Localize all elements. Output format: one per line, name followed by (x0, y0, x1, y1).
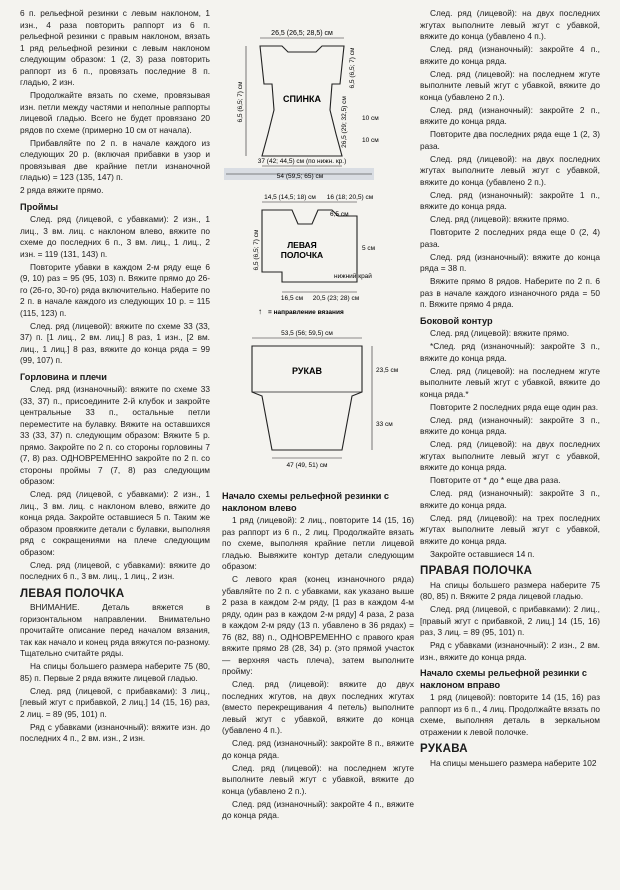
dim-width-top: 26,5 (26,5; 28,5) см (271, 30, 333, 37)
dim-10cm: 10 см (362, 137, 379, 144)
paragraph: След. ряд (изнаночный): закройте 3 п., вяжите до конца ряда. (420, 488, 600, 510)
paragraph: След. ряд (лицевой): на последнем жгуте выполните левый жгут с убавкой, вяжите до конца (убавлено 2 п.). (420, 68, 600, 102)
dim-65: 6,5 см (330, 211, 349, 218)
paragraph: Повторите убавки в каждом 2-м ряду еще 6 (9, 10) раз = 95 (95, 103) п. Вяжите прямо до 26-го (26-го, 30-го) ряда включительно. Наберите по 2 п. в начале каждого из следующих 10 р. = 115 (115, 123) п. (20, 261, 210, 318)
paragraph: 1 ряд (лицевой): 2 лиц., повторите 14 (15, 16) раз раппорт из 6 п., 2 лиц. Продолжайте вязать по схеме, выполняя крайние петли лицевой гладью. Вывяжите контур детали следующим образом: (222, 515, 414, 571)
paragraph: На спицы большего размера наберите 75 (80, 85) п. Первые 2 ряда вяжите лицевой гладью. (20, 661, 210, 683)
dim-width-bottom: 37 (42; 44,5) см (по нижн. кр.) (257, 158, 347, 165)
paragraph: Повторите 2 последних ряда еще 0 (2, 4) раза. (420, 227, 600, 249)
paragraph: След. ряд (лицевой): на последнем жгуте выполните левый жгут с убавкой, вяжите до конца ряда.* (420, 365, 600, 399)
paragraph: След. ряд (лицевой): на двух последних жгутах выполните левый жгут с убавкой, вяжите до конца (убавлено 4 п.). (420, 8, 600, 41)
paragraph: След. ряд (лицевой): на двух последних жгутах выполните левый жгут с убавкой, вяжите до конца (убавлено 2 п.). (420, 153, 600, 187)
paragraph: Вяжите прямо 8 рядов. Наберите по 2 п. 6 раз в начале каждого изнаночного ряда = 50 п. Вяжите прямо 4 ряда. (420, 276, 600, 309)
paragraph: След. ряд (лицевой): вяжите прямо. (430, 214, 570, 224)
dim-shoulder-right: 6,5 (6,5; 7) см (349, 47, 356, 89)
paragraph: След. ряд (изнаночный): закройте 2 п., вяжите до конца ряда. (420, 104, 600, 126)
paragraph: След. ряд (лицевой): вяжите по схеме 33 (33, 37) п. [1 лиц., 2 вм. лиц.] 8 раз, 1 изн., [2 вм. лиц., 1 лиц.] 8 раз, вяжите до конца ряда = 99 (99, 107) п. (20, 320, 210, 365)
paragraph: Продолжайте вязать по схеме, провязывая изн. петли между частями и неполные раппорты лицевой гладью. Всего не будет провязано 20 рядов по схеме (примерно 10 см от начала). (20, 90, 210, 135)
column-middle (222, 486, 414, 823)
dim-width-full: 54 (59,5; 65) см (276, 173, 324, 180)
paragraph: На спицы меньшего размера наберите 102 (430, 757, 597, 768)
edge-label: нижний край (334, 273, 372, 280)
dim-width-bottom: 47 (49, 51) см (286, 462, 328, 469)
paragraph: Ряд с убавками (изнаночный): вяжите изн. до последних 4 п., 2 вм. изн., 2 изн. (20, 721, 210, 743)
sleeve-title: РУКАВ (292, 366, 322, 376)
heading-armholes: Проймы (20, 201, 59, 212)
dim-width-b: 16 (18; 20,5) см (326, 194, 374, 201)
dim-width-top: 53,5 (56; 59,5) см (281, 330, 333, 337)
paragraph: На спицы большего размера наберите 75 (80, 85) п. Вяжите 2 ряда лицевой гладью. (420, 579, 600, 601)
dim-10cm: 10 см (362, 115, 379, 122)
heading-right-front: ПРАВАЯ ПОЛОЧКА (420, 565, 533, 577)
column-right (420, 8, 600, 771)
paragraph: След. ряд (лицевой, с прибавками): 2 лиц., [правый жгут с прибавкой, 2 лиц.] 14 (15, 16) раз, 3 лиц. = 89 (95, 101) п. (420, 604, 600, 637)
heading-side-contour: Боковой контур (420, 315, 493, 326)
paragraph: След. ряд (изнаночный): закройте 8 п., вяжите до конца ряда. (222, 738, 414, 760)
paragraph: След. ряд (изнаночный): закройте 3 п., вяжите до конца ряда. (420, 414, 600, 436)
heading-sleeves: РУКАВА (420, 743, 468, 755)
dim-shoulder-left: 6,5 (6,5; 7) см (237, 81, 244, 123)
paragraph: ВНИМАНИЕ. Деталь вяжется в горизонтальном направлении. Внимательно прочитайте описание перед началом вязания, так как начало и конец ряда вяжутся по-разному. Тщательно считайте ряды. (20, 602, 210, 658)
dim-5cm: 5 см (362, 245, 376, 252)
sleeve-outline (252, 346, 362, 450)
paragraph: След. ряд (лицевой, с убавками): 2 изн., 1 лиц., 3 вм. лиц. с наклоном влево, вяжите до конца ряда. Закройте оставшиеся 5 п. Таким же образом провяжите детали с булавки, выполняя ряд с сокращениями на плече следующим образом: (20, 489, 210, 557)
paragraph: След. ряд (лицевой): на трех последних жгутах выполните левый жгут с убавкой, вяжите до конца ряда. (420, 512, 600, 546)
paragraph: Повторите 2 последних ряда еще один раз. (430, 401, 599, 412)
dim-width-a: 14,5 (14,5; 18) см (264, 194, 316, 201)
heading-left-front: ЛЕВАЯ ПОЛОЧКА (20, 587, 125, 600)
paragraph: След. ряд (изнаночный): закройте 1 п., вяжите до конца ряда. (420, 189, 600, 211)
paragraph: *След. ряд (изнаночный): закройте 3 п., вяжите до конца ряда. (420, 341, 600, 363)
paragraph: 2 ряда вяжите прямо. (20, 185, 104, 195)
dim-width-c: 16,5 см (280, 295, 304, 302)
paragraph: След. ряд (изнаночный): закройте 4 п., вяжите до конца ряда. (420, 44, 600, 66)
paragraph: След. ряд (изнаночный): закройте 4 п., вяжите до конца ряда. (222, 798, 414, 820)
paragraph: След. ряд (лицевой): на последнем жгуте выполните левый жгут с убавкой, вяжите до конца (убавлено 2 п.). (222, 762, 414, 796)
dim-side-height: 26,5 (29; 32,5) см (341, 96, 348, 148)
paragraph: С левого края (конец изнаночного ряда) убавляйте по 2 п. с убавками, как указано выше 2 раза в каждом 2-м ряду, [1 раз в каждом 4-м ряду, один раз в каждом 2-м ряду] 4 раза, 2 раза в каждом 2-м ряду (13 п. убавлено в 36 рядах) = 76 (82, 88) п., ОДНОВРЕМЕННО с правого края вяжите прямо 28 (28, 34) р. (это прямой участок — верхняя часть плеча), затем выполните пройму: (222, 574, 414, 676)
paragraph: След. ряд (лицевой, с убавками): 2 изн., 1 лиц., 3 вм. лиц. с наклоном влево, вяжите по схеме до последних 6 п., 3 вм. лиц., 1 лиц., 2 изн. = 119 (131, 143) п. (20, 214, 210, 259)
heading-neck-shoulders: Горловина и плечи (20, 371, 107, 382)
paragraph: 6 п. рельефной резинки с левым наклоном, 1 изн., 4 раза повторить раппорт из 6 п. рельефной резинки с правым наклоном, вязать 1 ряд рельефной резинки с левым наклоном следующим образом: 1 (2, 3) раза повторить раппорт из 6 п., провязать последние 8 п. гладью, 2 изн. (20, 8, 210, 87)
paragraph: 1 ряд (лицевой): повторите 14 (15, 16) раз раппорт из 6 п., 4 лиц. Продолжайте вязать по схеме, выполняя деталь в зеркальном отражении к левой полочке. (420, 692, 600, 737)
paragraph: След. ряд (изнаночный): вяжите по схеме 33 (33, 37) п., присоедините 2-й клубок и закройте центральные 33 п., остальные петли переместите на булавку. Вяжите на оставшихся 33 (33, 37) п. следующим образом: Вяжите 5 р. прямо. Закройте по 2 п. со стороны горловины 7 (7, 8) раз. ОДНОВРЕМЕННО закройте по 2 п. со стороны проймы 7 (7, 8) раз следующим образом: (20, 384, 210, 486)
left-front-title: ЛЕВАЯ (287, 240, 317, 250)
paragraph: Ряд с убавками (изнаночный): 2 изн., 2 вм. изн., вяжите до конца ряда. (420, 640, 600, 662)
paragraph: След. ряд (лицевой, с прибавками): 3 лиц., [левый жгут с прибавкой, 2 лиц.] 14 (15, 16) раз, 2 лиц. = 89 (95, 101) п. (20, 685, 210, 719)
back-schematic (222, 22, 392, 182)
heading-rib-right: Начало схемы рельефной резинки с наклоном вправо (420, 668, 588, 690)
dim-total: 33 см (376, 421, 393, 428)
arrow-note: = направление вязания (268, 309, 344, 316)
left-front-schematic (222, 190, 412, 320)
dim-width-d: 20,5 (23; 28) см (312, 295, 360, 302)
paragraph: Прибавляйте по 2 п. в начале каждого из следующих 20 р. (включая прибавки в узор и провязывая две крайние петли изнаночной гладью) = 123 (135, 147) п. (20, 137, 210, 182)
dim-side-height: 6,5 (6,5; 7) см (253, 229, 260, 271)
paragraph: След. ряд (изнаночный): вяжите до конца ряда = 38 п. (420, 251, 600, 273)
paragraph: Повторите от * до * еще два раза. (430, 475, 561, 485)
paragraph: След. ряд (лицевой, с убавками): вяжите до последних 6 п., 3 вм. лиц., 1 лиц., 2 изн. (20, 559, 210, 581)
paragraph: След. ряд (лицевой): на двух последних жгутах выполните левый жгут с убавкой, вяжите до конца ряда. (420, 439, 600, 472)
sleeve-schematic (222, 322, 412, 472)
heading-rib-left: Начало схемы рельефной резинки с наклоном влево (222, 491, 390, 513)
paragraph: След. ряд (лицевой): вяжите прямо. (430, 328, 570, 338)
left-front-title: ПОЛОЧКА (280, 250, 324, 260)
paragraph: Закройте оставшиеся 14 п. (430, 548, 535, 559)
dim-cap: 23,5 см (376, 367, 399, 374)
paragraph: Повторите два последних ряда еще 1 (2, 3) раза. (420, 129, 600, 151)
column-left (20, 8, 210, 746)
back-title: СПИНКА (283, 94, 321, 104)
paragraph: След. ряд (лицевой): вяжите до двух последних жгутов, на двух последних жгутах (вместо перекрещивания 4 петель) выполните левый жгут с убавкой, вяжите до конца (убавлено 4 п.). (222, 679, 414, 735)
arrow-icon: ↑ (258, 307, 262, 316)
